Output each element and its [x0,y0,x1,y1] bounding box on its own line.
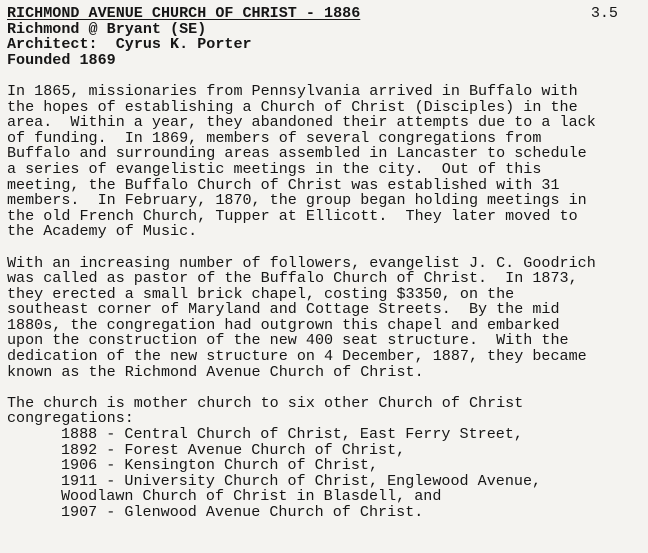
paragraph-line: congregations: [7,409,134,428]
paragraph-line: a series of evangelistic meetings in the city. Out of this [7,159,542,178]
list-item: 1892 - Forest Avenue Church of Christ, [61,440,406,459]
list-item: Woodlawn Church of Christ in Blasdell, and [61,487,442,506]
paragraph-history [7,81,642,241]
congregation-list [7,427,642,521]
page-number: 3.5 [590,4,618,22]
paragraph-line: the Academy of Music. [7,222,198,241]
paragraph-line: members. In February, 1870, the group began holding meetings in [7,191,587,210]
paragraph-line: upon the construction of the new 400 seat structure. With the [7,331,569,350]
paragraph-line: the old French Church, Tupper at Ellicott. They later moved to [7,206,578,225]
list-item: 1907 - Glenwood Avenue Church of Christ. [61,503,424,521]
document-title: RICHMOND AVENUE CHURCH OF CHRIST - 1886 [7,4,361,22]
paragraph-line: was called as pastor of the Buffalo Church of Christ. In 1873, [7,269,578,288]
paragraph-line: area. Within a year, they abandoned their attempts due to a lack [7,113,596,132]
paragraph-line: dedication of the new structure on 4 December, 1887, they became [7,347,587,366]
paragraph-line: 1880s, the congregation had outgrown this chapel and embarked [7,315,560,334]
paragraph-line: With an increasing number of followers, evangelist J. C. Goodrich [7,253,596,272]
list-item: 1911 - University Church of Christ, Englewood Avenue, [61,471,542,490]
paragraph-line: Buffalo and surrounding areas assembled in Lancaster to schedule [7,144,587,163]
architect-label: Architect: [7,35,98,54]
paragraph-growth [7,253,642,381]
founded-line: Founded 1869 [7,50,116,69]
paragraph-line: southeast corner of Maryland and Cottage Streets. By the mid [7,300,560,319]
address-line: Richmond @ Bryant (SE) [7,19,207,38]
paragraph-mother-church [7,393,642,428]
paragraph-line: In 1865, missionaries from Pennsylvania arrived in Buffalo with [7,81,578,100]
paragraph-line: of funding. In 1869, members of several congregations from [7,128,542,147]
architect-name: Cyrus K. Porter [115,35,252,54]
list-item: 1906 - Kensington Church of Christ, [61,456,379,475]
paragraph-line: known as the Richmond Avenue Church of Christ. [7,362,424,381]
list-item: 1888 - Central Church of Christ, East Ferry Street, [61,425,523,444]
paragraph-line: The church is mother church to six other Church of Christ [7,393,524,412]
paragraph-line: meeting, the Buffalo Church of Christ was established with 31 [7,175,560,194]
paragraph-line: they erected a small brick chapel, costing $3350, on the [7,284,515,303]
paragraph-line: the hopes of establishing a Church of Christ (Disciples) in the [7,97,578,116]
